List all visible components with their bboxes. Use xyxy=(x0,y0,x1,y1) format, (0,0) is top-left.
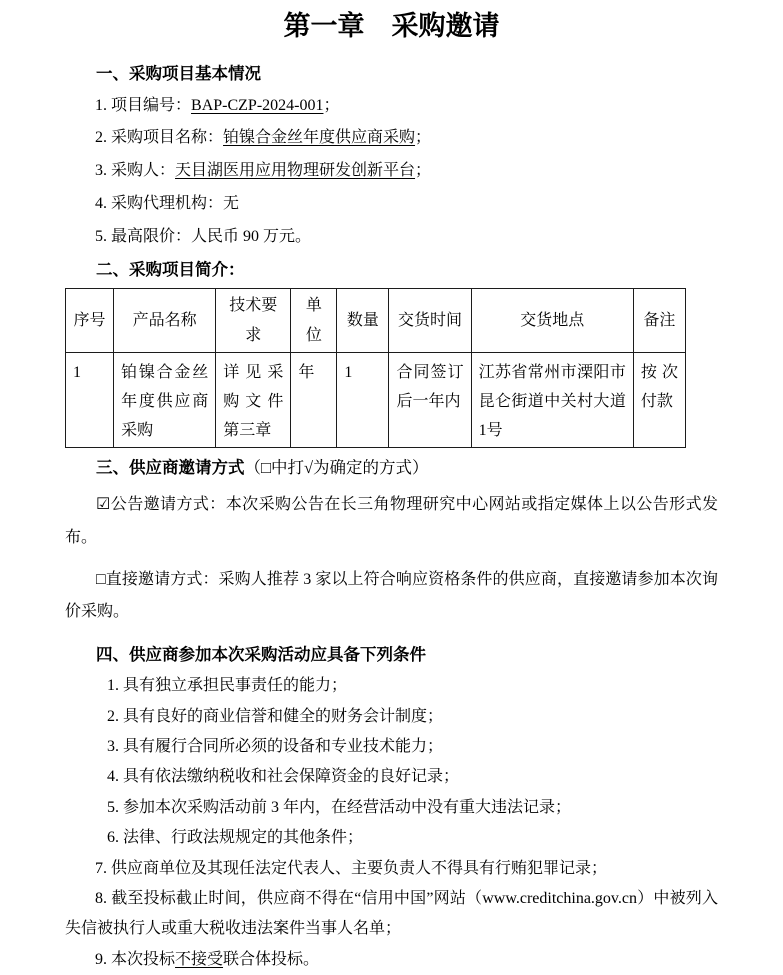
project-name-label: 2. 采购项目名称： xyxy=(95,129,224,147)
col-header-unit: 单位 xyxy=(291,289,337,352)
col-header-seq: 序号 xyxy=(66,289,114,352)
condition-item-4: 4. 具有依法缴纳税收和社会保障资金的良好记录； xyxy=(107,768,460,786)
project-number-item xyxy=(65,90,718,123)
section2-heading: 二、采购项目简介： xyxy=(96,260,245,280)
condition-item-7: 7. 供应商单位及其现任法定代表人、主要负责人不得具有行贿犯罪记录； xyxy=(95,859,608,877)
col-header-remark: 备注 xyxy=(633,289,685,352)
section3-heading xyxy=(65,451,718,484)
purchaser-value: 天目湖医用应用物理研发创新平台 xyxy=(175,162,416,180)
cell-tech: 详见采购文件第三章 xyxy=(216,352,291,447)
condition-item-5: 5. 参加本次采购活动前 3 年内，在经营活动中没有重大违法记录； xyxy=(107,798,572,816)
condition-item-9-suffix: 联合体投标。 xyxy=(223,950,320,968)
cell-seq: 1 xyxy=(66,352,114,447)
section3-heading-note: （□中打√为确定的方式） xyxy=(244,458,429,478)
table-header-row xyxy=(66,289,686,352)
project-number-label: 1. 项目编号： xyxy=(95,96,192,114)
purchaser-item xyxy=(65,155,718,188)
direct-invitation-text: 直接邀请方式：采购人推荐 3 家以上符合响应资格条件的供应商，直接邀请参加本次询价采购。 xyxy=(65,570,718,621)
cell-remark: 按次付款 xyxy=(633,352,685,447)
section3-heading-bold: 三、供应商邀请方式 xyxy=(96,458,245,478)
agency-value: 无 xyxy=(223,194,240,212)
price-limit-item xyxy=(65,221,718,254)
condition-item-6: 6. 法律、行政法规规定的其他条件； xyxy=(107,829,364,847)
col-header-qty: 数量 xyxy=(337,289,389,352)
project-intro-table xyxy=(65,288,686,448)
condition-item-8: 8. 截至投标截止时间，供应商不得在“信用中国”网站（www.creditchina.gov.cn）中被列入失信被执行人或重大税收违法案件当事人名单； xyxy=(65,889,718,938)
punctuation: ； xyxy=(323,96,340,114)
punctuation: ； xyxy=(415,129,432,147)
condition-item-9 xyxy=(65,945,718,975)
col-header-tech: 技术要求 xyxy=(216,289,291,352)
purchaser-label: 3. 采购人： xyxy=(95,162,176,180)
col-header-product: 产品名称 xyxy=(114,289,216,352)
condition-item-2: 2. 具有良好的商业信誉和健全的财务会计制度； xyxy=(107,707,444,725)
project-number-value: BAP-CZP-2024-001 xyxy=(191,96,324,114)
section4-heading: 四、供应商参加本次采购活动应具备下列条件 xyxy=(96,645,426,665)
condition-item-3: 3. 具有履行合同所必须的设备和专业技术能力； xyxy=(107,738,444,755)
condition-item-9-emphasis: 不接受 xyxy=(175,950,224,968)
price-limit-label: 5. 最高限价： xyxy=(95,227,192,245)
project-name-value: 铂镍合金丝年度供应商采购 xyxy=(223,129,416,147)
section1-heading: 一、采购项目基本情况 xyxy=(96,63,261,83)
announcement-invitation-text: 公告邀请方式：本次采购公告在长三角物理研究中心网站或指定媒体上以公告形式发布。 xyxy=(65,496,718,546)
direct-invitation-option xyxy=(65,564,718,630)
condition-item-1: 1. 具有独立承担民事责任的能力； xyxy=(107,677,348,695)
price-limit-value: 人民币 90 万元 xyxy=(191,227,296,245)
col-header-delivery-time: 交货时间 xyxy=(389,289,471,352)
checked-checkbox-icon: ☑ xyxy=(96,496,111,514)
project-name-item xyxy=(65,122,718,155)
agency-label: 4. 采购代理机构： xyxy=(95,194,224,212)
cell-delivery-place: 江苏省常州市溧阳市昆仑街道中关村大道1号 xyxy=(471,352,633,447)
announcement-invitation-option xyxy=(65,489,718,555)
punctuation: 。 xyxy=(295,227,312,245)
cell-unit: 年 xyxy=(291,352,337,447)
cell-product: 铂镍合金丝年度供应商采购 xyxy=(114,352,216,447)
cell-delivery-time: 合同签订后一年内 xyxy=(389,352,471,447)
condition-item-9-prefix: 9. 本次投标 xyxy=(95,950,176,968)
punctuation: ； xyxy=(415,162,432,180)
page-title: 第一章 采购邀请 xyxy=(283,11,500,41)
agency-item xyxy=(65,188,718,221)
col-header-delivery-place: 交货地点 xyxy=(471,289,633,352)
table-row xyxy=(66,352,686,447)
unchecked-checkbox-icon: □ xyxy=(96,570,106,588)
cell-qty: 1 xyxy=(337,352,389,447)
